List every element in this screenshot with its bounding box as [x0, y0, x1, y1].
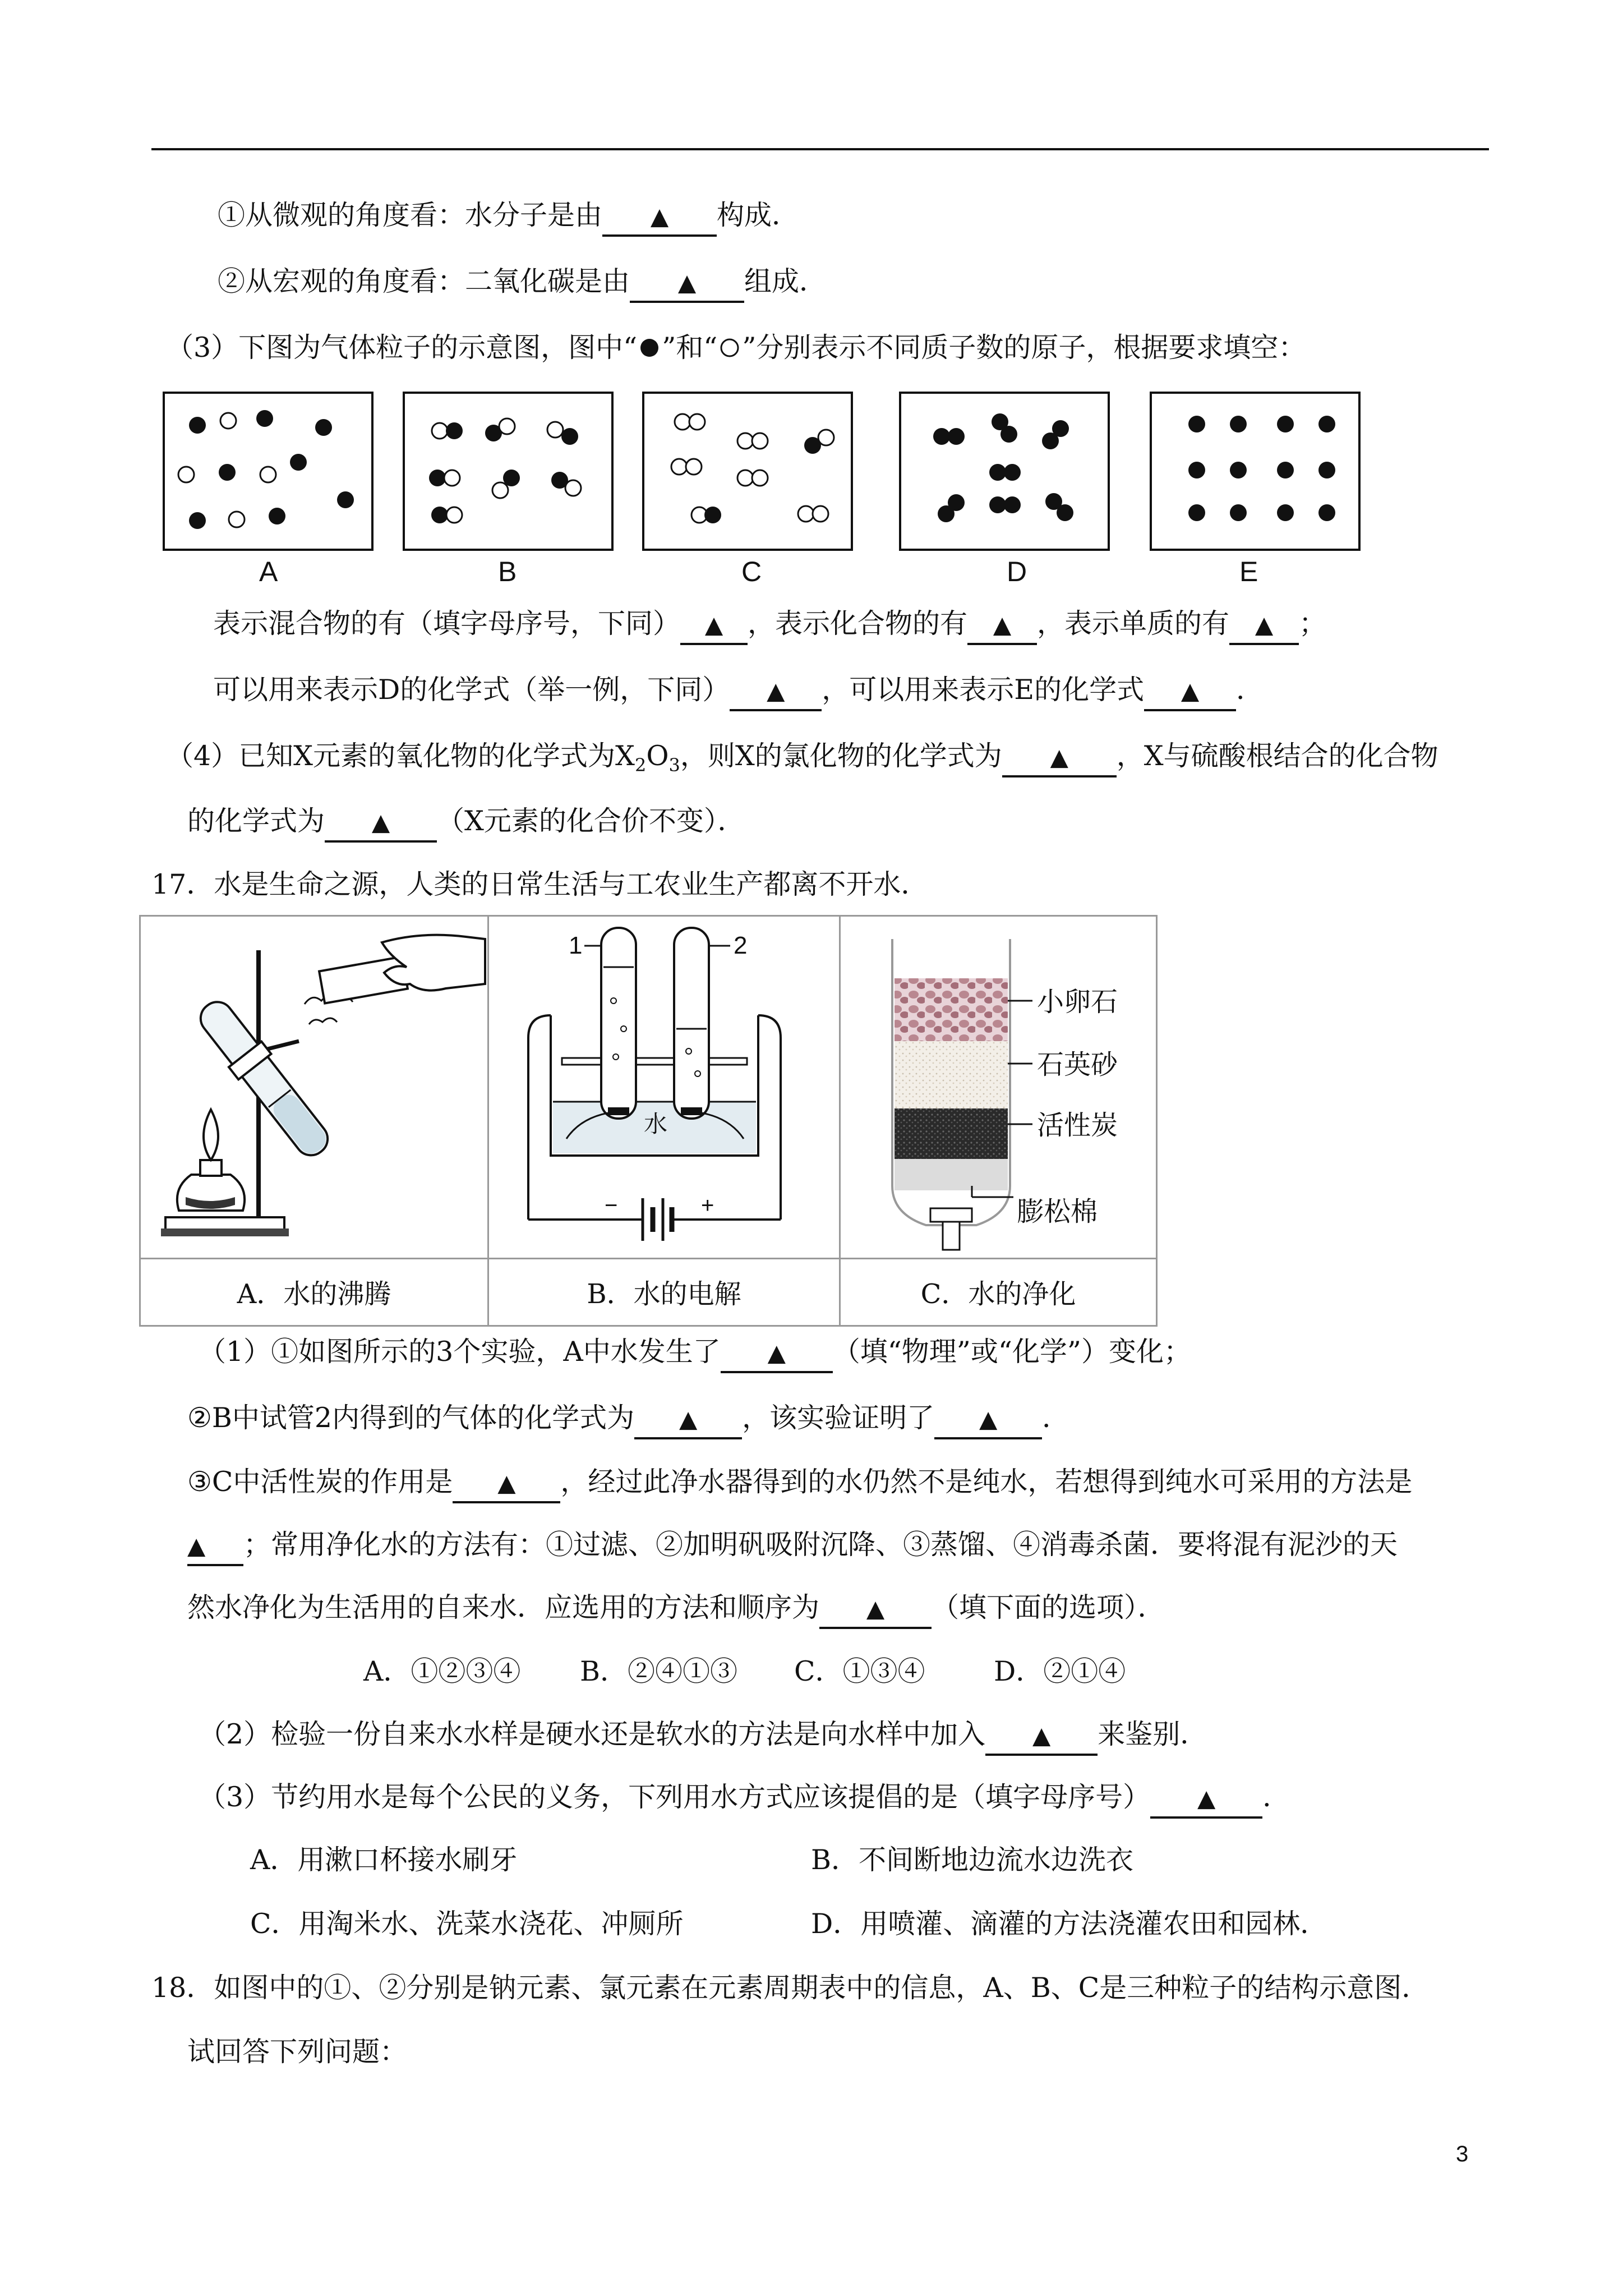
- atom: [189, 512, 206, 529]
- boiling-illustration: [141, 917, 487, 1257]
- atom: [1188, 416, 1205, 432]
- q17-choice-b[interactable]: B．不间断地边流水边洗衣: [811, 1844, 1134, 1876]
- atom: [938, 505, 955, 522]
- label-cotton: 膨松棉: [1017, 1196, 1098, 1227]
- text: ，则X的氯化物的化学式为: [680, 740, 1002, 772]
- atom: [989, 496, 1006, 513]
- table-divider: [141, 1258, 1156, 1259]
- stand-base: [165, 1217, 284, 1230]
- q17-option-a[interactable]: A．①②③④: [363, 1655, 521, 1687]
- cotton-layer: [895, 1159, 1008, 1190]
- particle-box-a: [163, 392, 374, 551]
- water-label: 水: [644, 1110, 668, 1138]
- text: （3）下图为气体粒子的示意图，图中“: [166, 332, 638, 364]
- filled-atom-icon: [637, 335, 662, 360]
- q17-1-line4: [187, 1527, 1398, 1566]
- label-pebbles: 小卵石: [1037, 986, 1118, 1018]
- atom: [219, 464, 236, 481]
- answer-mark: ▲: [677, 269, 697, 296]
- q16-2-micro-line: [218, 197, 799, 237]
- q17-option-c[interactable]: C．①③④: [794, 1655, 925, 1687]
- text: ②B中试管2内得到的气体的化学式为: [187, 1402, 635, 1434]
- atom: [1230, 504, 1247, 521]
- atom: [220, 413, 236, 429]
- sand-layer: [895, 1041, 1008, 1108]
- answer-blank[interactable]: [1229, 606, 1299, 645]
- particle-label-c: C: [741, 556, 762, 587]
- q16-2-macro-line: [218, 264, 827, 303]
- particle-box-b: [403, 392, 614, 551]
- particle-label-e: E: [1239, 556, 1258, 587]
- text: ”分别表示不同质子数的原子，根据要求填空：: [742, 332, 1306, 364]
- label-activated-carbon: 活性炭: [1037, 1110, 1118, 1141]
- answer-mark: ▲: [1050, 743, 1068, 771]
- q18-line2: 试回答下列问题：: [187, 2036, 408, 2068]
- atom: [686, 459, 702, 475]
- atom: [1052, 420, 1069, 437]
- particle-box-c: [642, 392, 853, 551]
- atom: [689, 414, 705, 430]
- answer-mark: ▲: [1255, 611, 1274, 638]
- tube-1-label: 1: [569, 932, 583, 959]
- atom: [752, 470, 768, 486]
- text: （填“物理”或“化学”）变化；: [832, 1336, 1191, 1368]
- atom: [315, 419, 332, 436]
- caption-c: C．水的净化: [920, 1278, 1076, 1310]
- filter-illustration: [841, 917, 1156, 1257]
- q16-3-intro: [166, 330, 1306, 366]
- text: 的化学式为: [187, 805, 325, 837]
- q16-4-line1: [166, 738, 1438, 783]
- atom: [492, 482, 508, 498]
- particle-label-b: B: [498, 556, 517, 587]
- atom: [256, 410, 273, 427]
- atom: [1318, 504, 1335, 521]
- answer-blank[interactable]: [819, 1590, 932, 1629]
- tube-support: [562, 1058, 747, 1065]
- atom: [229, 512, 245, 527]
- atom: [503, 470, 520, 486]
- q17-choice-a[interactable]: A．用漱口杯接水刷牙: [250, 1844, 518, 1876]
- steam-puffs: [309, 1018, 337, 1024]
- q17-choice-c[interactable]: C．用淘米水、洗菜水浇花、冲厕所: [250, 1908, 684, 1940]
- atom: [1188, 504, 1205, 521]
- atom: [1188, 462, 1205, 478]
- test-tube-2: [674, 928, 709, 1119]
- atom: [1277, 504, 1294, 521]
- caption-a: A．水的沸腾: [237, 1278, 391, 1310]
- atom: [704, 507, 721, 523]
- answer-blank[interactable]: [602, 197, 717, 237]
- answer-mark: ▲: [187, 1532, 206, 1559]
- particle-diagram-e: [1152, 394, 1358, 549]
- atom: [189, 417, 206, 434]
- atom: [1230, 416, 1247, 432]
- carbon-layer: [895, 1108, 1008, 1159]
- test-tube-1: [601, 928, 636, 1119]
- answer-mark: ▲: [679, 1405, 698, 1433]
- text: ，该实验证明了: [742, 1402, 935, 1434]
- q16-4-line2: [187, 803, 745, 843]
- answer-mark: ▲: [767, 1339, 786, 1366]
- pebble-layer: [895, 978, 1008, 1041]
- answer-blank[interactable]: [985, 1717, 1098, 1756]
- particle-box-d: [899, 392, 1110, 551]
- plus-label: +: [701, 1193, 714, 1218]
- particle-label-d: D: [1007, 556, 1027, 587]
- particle-diagram-a: [165, 394, 371, 549]
- atom: [752, 433, 768, 449]
- answer-mark: ▲: [993, 611, 1012, 638]
- electrolysis-illustration: [489, 917, 839, 1257]
- atom: [675, 414, 690, 430]
- atom: [178, 467, 194, 482]
- atom: [1318, 462, 1335, 478]
- text: （1）①如图所示的3个实验，A中水发生了: [199, 1336, 721, 1368]
- answer-blank[interactable]: [325, 803, 437, 843]
- answer-mark: ▲: [866, 1595, 885, 1622]
- q17-2-line: [199, 1717, 1207, 1756]
- particle-label-a: A: [259, 556, 278, 587]
- page-number: 3: [1456, 2142, 1469, 2166]
- header-rule: [151, 148, 1489, 150]
- lamp-neck: [200, 1160, 222, 1176]
- q17-1-line3: [187, 1464, 1412, 1503]
- text: ③C中活性炭的作用是: [187, 1466, 453, 1498]
- atom: [547, 422, 563, 438]
- text: ②从宏观的角度看：二氧化碳是由: [218, 265, 630, 297]
- answer-mark: ▲: [371, 808, 390, 836]
- text: 表示混合物的有（填字母序号，下同）: [213, 608, 681, 639]
- text: ．: [1236, 674, 1264, 706]
- q17-choice-d[interactable]: D．用喷灌、滴灌的方法浇灌农田和园林．: [811, 1908, 1328, 1940]
- atom: [432, 423, 448, 439]
- q17-1-line2: [187, 1400, 1069, 1439]
- answer-blank[interactable]: [967, 606, 1037, 645]
- answer-blank[interactable]: [730, 672, 822, 711]
- text: （2）检验一份自来水水样是硬水还是软水的方法是向水样中加入: [199, 1718, 986, 1750]
- answer-blank[interactable]: [1144, 672, 1236, 711]
- atom: [737, 470, 753, 486]
- answer-blank[interactable]: [187, 1527, 243, 1566]
- atom: [290, 454, 307, 471]
- atom: [565, 480, 581, 496]
- electrode-2: [681, 1107, 702, 1115]
- q17-1-line5: [187, 1590, 1165, 1629]
- subscript: 3: [668, 754, 680, 776]
- atom: [260, 467, 276, 482]
- tube-2-label: 2: [734, 932, 748, 959]
- text: （4）已知X元素的氧化物的化学式为X: [166, 740, 635, 772]
- label-quartz-sand: 石英砂: [1037, 1049, 1118, 1080]
- outlet-pipe: [943, 1222, 960, 1250]
- text: ；: [1299, 608, 1327, 639]
- atom: [737, 433, 753, 449]
- text: 组成．: [744, 265, 827, 297]
- minus-label: −: [605, 1193, 618, 1218]
- answer-mark: ▲: [1197, 1784, 1216, 1812]
- atom: [1230, 462, 1247, 478]
- q17-option-d[interactable]: D．②①④: [994, 1655, 1126, 1687]
- text: ”和“: [662, 332, 718, 364]
- tank-handle-left: [528, 1015, 551, 1038]
- text: ．: [1042, 1402, 1070, 1434]
- particle-diagram-d: [901, 394, 1108, 549]
- atom: [818, 430, 834, 445]
- atom: [1000, 426, 1017, 443]
- text: 构成．: [717, 199, 800, 231]
- atom: [671, 459, 687, 475]
- tank-handle-right: [758, 1015, 781, 1038]
- q17-3-line: [199, 1779, 1290, 1819]
- hollow-atom-icon: [717, 335, 742, 360]
- answer-blank[interactable]: [453, 1464, 560, 1503]
- q16-3-line1: [213, 606, 1326, 645]
- atom: [337, 491, 354, 508]
- answer-mark: ▲: [979, 1405, 998, 1433]
- text: （填下面的选项）．: [932, 1591, 1165, 1623]
- atom: [798, 506, 814, 522]
- particle-diagram-b: [405, 394, 611, 549]
- text: ，经过此净水器得到的水仍然不是纯水，若想得到纯水可采用的方法是: [560, 1466, 1413, 1498]
- atom: [444, 470, 460, 486]
- text: ①从微观的角度看：水分子是由: [218, 199, 603, 231]
- text: ，表示单质的有: [1037, 608, 1230, 639]
- atom: [948, 428, 965, 445]
- atom: [446, 507, 462, 523]
- text: （3）节约用水是每个公民的义务，下列用水方式应该提倡的是（填字母序号）: [199, 1781, 1151, 1813]
- answer-mark: ▲: [497, 1469, 516, 1497]
- answer-mark: ▲: [1032, 1722, 1051, 1749]
- answer-mark: ▲: [704, 611, 723, 638]
- answer-mark: ▲: [650, 203, 669, 230]
- particle-box-e: [1150, 392, 1361, 551]
- text: O: [646, 740, 669, 772]
- outlet-cap: [930, 1208, 972, 1222]
- electrode-1: [608, 1107, 629, 1115]
- subscript: 2: [634, 754, 647, 776]
- text: 然水净化为生活用的自来水．应选用的方法和顺序为: [187, 1591, 820, 1623]
- text: ；常用净化水的方法有：①过滤、②加明矾吸附沉降、③蒸馏、④消毒杀菌．要将混有泥沙的天: [243, 1529, 1398, 1561]
- experiment-table: [139, 915, 1158, 1327]
- atom: [446, 422, 463, 439]
- text: ，X与硫酸根结合的化合物: [1116, 740, 1438, 772]
- answer-blank[interactable]: [721, 1334, 833, 1373]
- q18-line1: 18．如图中的①、②分别是钠元素、氯元素在元素周期表中的信息，A、B、C是三种粒子的结构示意图．: [151, 1972, 1430, 2004]
- atom: [1004, 496, 1021, 513]
- caption-b: B．水的电解: [587, 1278, 741, 1310]
- q17-title: 17．水是生命之源，人类的日常生活与工农业生产都离不开水．: [151, 868, 929, 900]
- text: ，可以用来表示E的化学式: [822, 674, 1145, 706]
- q17-option-b[interactable]: B．②④①③: [580, 1655, 738, 1687]
- answer-blank[interactable]: [934, 1400, 1042, 1439]
- text: 可以用来表示D的化学式（举一例，下同）: [213, 674, 730, 706]
- atom: [1277, 416, 1294, 432]
- text: （X元素的化合价不变）．: [437, 805, 745, 837]
- text: ，表示化合物的有: [748, 608, 968, 639]
- stand-base-plate: [161, 1228, 289, 1236]
- answer-mark: ▲: [767, 677, 785, 705]
- answer-blank[interactable]: [680, 606, 748, 645]
- atom: [813, 506, 828, 522]
- atom: [269, 508, 285, 524]
- flame: [204, 1110, 218, 1160]
- atom: [1004, 464, 1021, 481]
- atom: [1277, 462, 1294, 478]
- atom: [561, 428, 578, 445]
- atom: [499, 418, 515, 434]
- atom: [1057, 504, 1073, 521]
- atom: [989, 464, 1006, 481]
- answer-mark: ▲: [1181, 677, 1200, 705]
- answer-blank[interactable]: [1002, 738, 1117, 777]
- q17-1-line1: [199, 1334, 1191, 1373]
- particle-diagram-c: [644, 394, 851, 549]
- text: ．: [1262, 1781, 1290, 1813]
- atom: [933, 428, 950, 445]
- text: 来鉴别．: [1098, 1718, 1208, 1750]
- answer-blank[interactable]: [634, 1400, 742, 1439]
- atom: [1318, 416, 1335, 432]
- answer-blank[interactable]: [630, 264, 744, 303]
- answer-blank[interactable]: [1150, 1779, 1262, 1819]
- q16-3-line2: [213, 672, 1264, 711]
